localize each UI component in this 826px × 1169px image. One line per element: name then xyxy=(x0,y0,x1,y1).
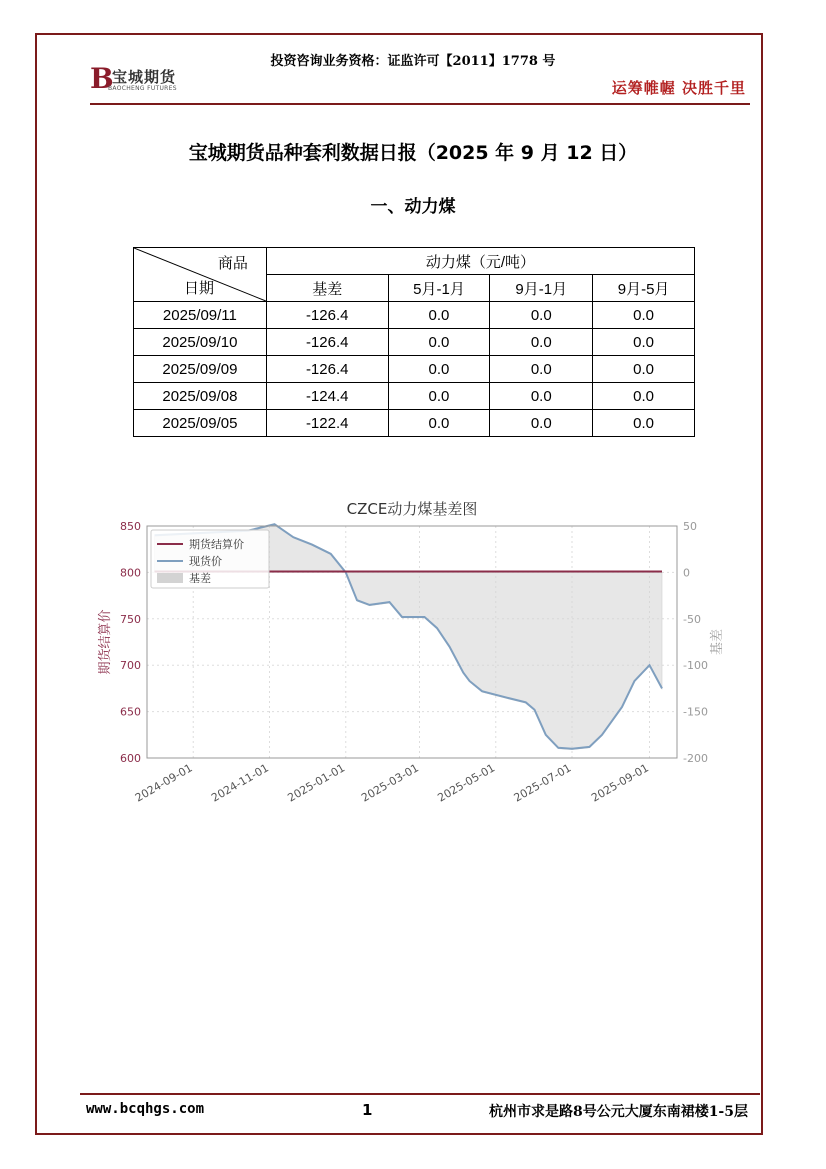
cell-spread: 0.0 xyxy=(593,302,695,329)
x-tick-label: 2025-07-01 xyxy=(511,761,574,805)
corner-label-commodity: 商品 xyxy=(217,255,248,272)
right-axis-label: 基差 xyxy=(710,628,725,656)
cell-spread: 0.0 xyxy=(388,410,490,437)
x-tick-label: 2025-01-01 xyxy=(285,761,348,805)
right-tick-label: -200 xyxy=(683,752,708,765)
company-logo xyxy=(90,64,200,96)
cell-spread: 0.0 xyxy=(593,410,695,437)
legend-label: 现货价 xyxy=(189,555,222,568)
x-tick-label: 2025-09-01 xyxy=(589,761,651,805)
chart-title: CZCE动力煤基差图 xyxy=(346,500,478,518)
row-date: 2025/09/05 xyxy=(134,410,267,437)
left-tick-label: 750 xyxy=(120,612,141,626)
table-row xyxy=(134,302,695,329)
slogan: 运筹帷幄 决胜千里 xyxy=(611,79,746,97)
cell-basis: -126.4 xyxy=(266,329,388,356)
logo-english-name: BAOCHENG FUTURES xyxy=(108,85,177,92)
left-tick-label: 650 xyxy=(120,705,141,719)
column-header: 基差 xyxy=(266,275,388,302)
table-row xyxy=(134,356,695,383)
x-tick-label: 2024-09-01 xyxy=(132,761,195,805)
legend-label: 期货结算价 xyxy=(189,538,244,551)
cell-spread: 0.0 xyxy=(388,329,490,356)
table-corner-cell xyxy=(134,248,267,302)
cell-spread: 0.0 xyxy=(388,302,490,329)
basis-chart-svg xyxy=(95,492,735,822)
right-tick-label: 0 xyxy=(683,566,690,580)
right-tick-label: -150 xyxy=(683,705,708,719)
section-title: 一、动力煤 xyxy=(370,197,456,217)
cell-spread: 0.0 xyxy=(490,329,593,356)
table-row xyxy=(134,383,695,410)
cell-spread: 0.0 xyxy=(388,383,490,410)
cell-spread: 0.0 xyxy=(593,383,695,410)
corner-label-date: 日期 xyxy=(184,280,215,297)
license-text: 投资咨询业务资格：证监许可【2011】1778 号 xyxy=(270,54,556,69)
table-row xyxy=(134,410,695,437)
right-tick-label: 50 xyxy=(683,520,697,533)
left-tick-label: 800 xyxy=(120,566,141,580)
footer-divider xyxy=(80,1093,760,1095)
cell-spread: 0.0 xyxy=(593,329,695,356)
row-date: 2025/09/11 xyxy=(134,302,267,329)
cell-spread: 0.0 xyxy=(490,410,593,437)
table-row xyxy=(134,329,695,356)
row-date: 2025/09/10 xyxy=(134,329,267,356)
left-axis-label: 期货结算价 xyxy=(98,609,113,675)
footer-website-link[interactable]: www.bcqhgs.com xyxy=(86,1101,205,1117)
header-divider xyxy=(90,103,750,105)
cell-spread: 0.0 xyxy=(490,302,593,329)
legend-label: 基差 xyxy=(189,572,211,585)
cell-spread: 0.0 xyxy=(593,356,695,383)
row-date: 2025/09/08 xyxy=(134,383,267,410)
x-tick-label: 2025-03-01 xyxy=(359,761,421,805)
left-tick-label: 850 xyxy=(120,520,141,533)
cell-spread: 0.0 xyxy=(388,356,490,383)
right-tick-label: -50 xyxy=(683,612,701,626)
left-tick-label: 700 xyxy=(120,659,141,673)
basis-chart xyxy=(95,492,735,822)
logo-chinese-name: 宝城期货 xyxy=(112,68,177,86)
report-title: 宝城期货品种套利数据日报（2025 年 9 月 12 日） xyxy=(188,142,638,164)
legend-swatch xyxy=(157,573,183,583)
x-tick-label: 2024-11-01 xyxy=(209,761,271,805)
row-date: 2025/09/09 xyxy=(134,356,267,383)
cell-basis: -124.4 xyxy=(266,383,388,410)
logo-mark: B xyxy=(90,62,114,95)
column-header: 9月-5月 xyxy=(593,275,695,302)
page-number: 1 xyxy=(362,1101,373,1119)
footer-address: 杭州市求是路8号公元大厦东南裙楼1-5层 xyxy=(488,1104,748,1120)
column-header: 5月-1月 xyxy=(388,275,490,302)
right-tick-label: -100 xyxy=(683,659,708,673)
group-header: 动力煤（元/吨） xyxy=(266,248,694,275)
cell-basis: -122.4 xyxy=(266,410,388,437)
cell-spread: 0.0 xyxy=(490,383,593,410)
column-header: 9月-1月 xyxy=(490,275,593,302)
cell-basis: -126.4 xyxy=(266,356,388,383)
x-tick-label: 2025-05-01 xyxy=(435,761,498,805)
cell-spread: 0.0 xyxy=(490,356,593,383)
left-tick-label: 600 xyxy=(120,752,141,765)
cell-basis: -126.4 xyxy=(266,302,388,329)
basis-table xyxy=(133,247,695,437)
